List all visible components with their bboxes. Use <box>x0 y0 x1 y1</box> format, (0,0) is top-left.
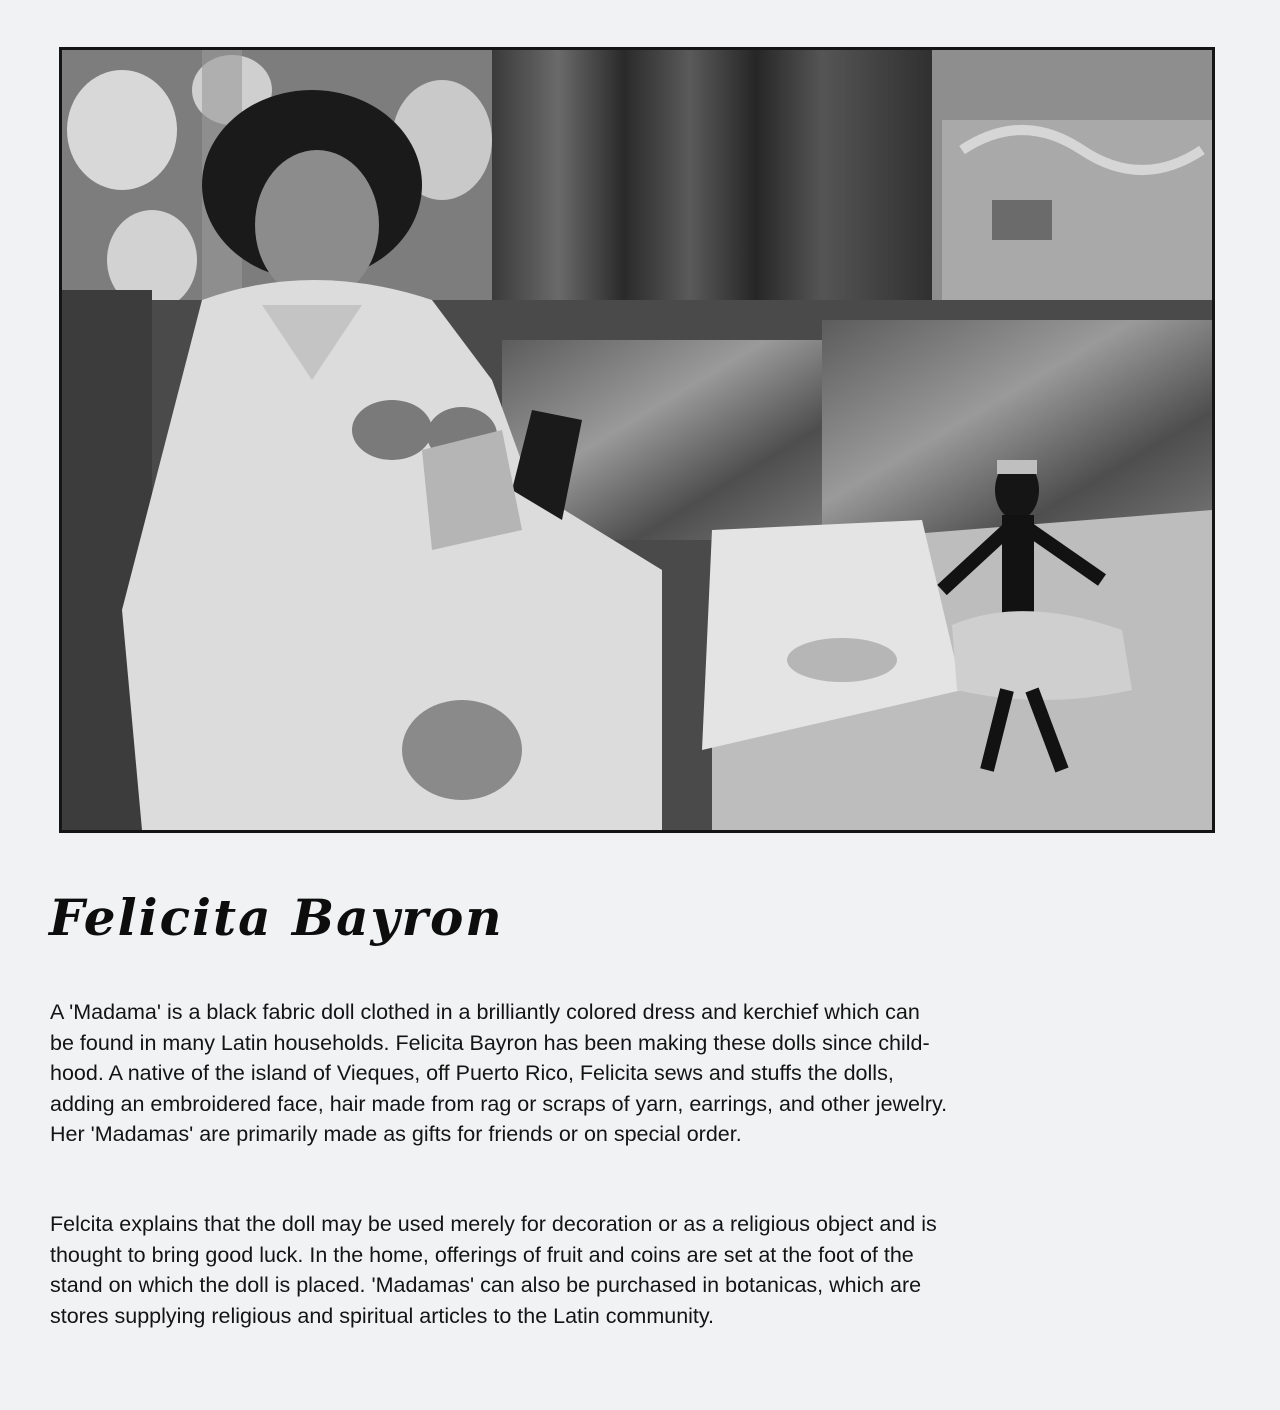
paragraph-line: be found in many Latin households. Felicita Bayron has been making these dolls since child- <box>50 1030 930 1055</box>
paragraph-line: adding an embroidered face, hair made from rag or scraps of yarn, earrings, and other jewelry. <box>50 1091 948 1116</box>
paragraph-line: thought to bring good luck. In the home, offerings of fruit and coins are set at the foot of the <box>50 1242 914 1267</box>
paragraph-line: stand on which the doll is placed. 'Madamas' can also be purchased in botanicas, which are <box>50 1273 922 1297</box>
article-title: Felicita Bayron <box>49 888 504 947</box>
photo-illustration <box>62 50 1212 830</box>
paragraph-line: stores supplying religious and spiritual articles to the Latin community. <box>50 1303 715 1328</box>
paragraph-line: Felcita explains that the doll may be used merely for decoration or as a religious object and is <box>50 1212 937 1236</box>
paragraph-line: A 'Madama' is a black fabric doll clothed in a brilliantly colored dress and kerchief which can <box>50 1000 920 1024</box>
article-paragraph-1 <box>50 997 1240 1150</box>
paragraph-line: Her 'Madamas' are primarily made as gifts for friends or on special order. <box>50 1122 742 1146</box>
paragraph-line: hood. A native of the island of Vieques, off Puerto Rico, Felicita sews and stuffs the dolls, <box>50 1061 894 1085</box>
article-photo <box>59 47 1215 833</box>
article-paragraph-2 <box>50 1209 1240 1331</box>
